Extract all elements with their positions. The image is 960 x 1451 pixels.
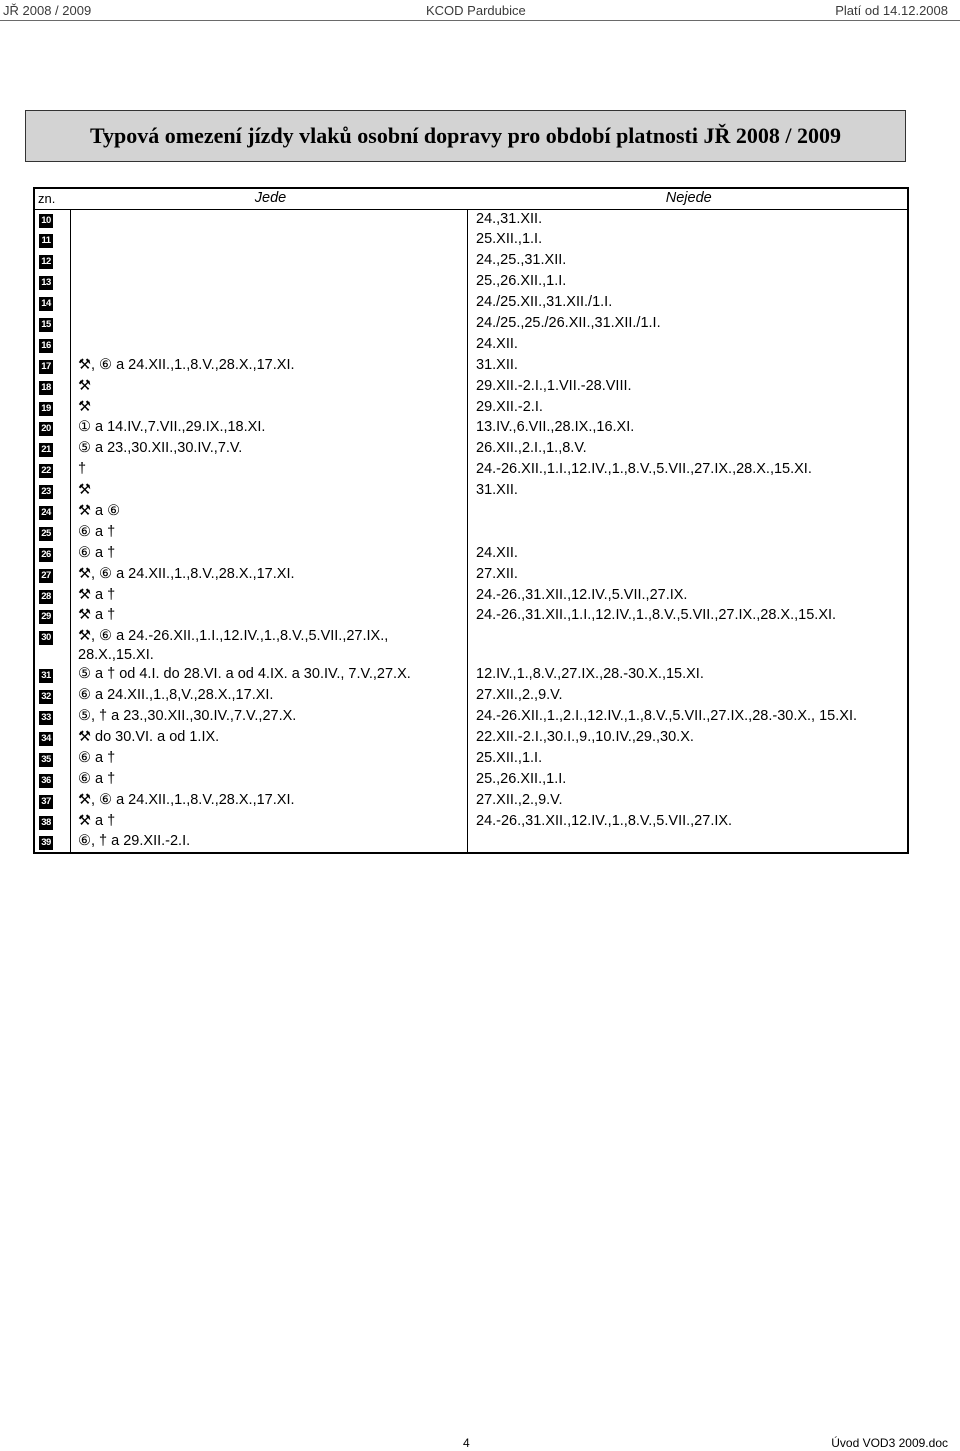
cell-zn <box>34 728 71 749</box>
cell-jede: ⚒ <box>71 481 468 502</box>
restriction-code-badge: 17 <box>39 360 53 374</box>
cell-nejede: 24.,25.,31.XII. <box>476 252 567 269</box>
restriction-code-badge: 39 <box>39 836 53 850</box>
table-row <box>34 728 908 749</box>
cell-zn <box>34 791 71 812</box>
cell-nejede: 27.XII.,2.,9.V. <box>476 791 563 808</box>
restrictions-table <box>33 187 909 854</box>
cell-jede: ⚒, ⑥ a 24.XII.,1.,8.V.,28.X.,17.XI. <box>71 565 468 586</box>
cell-jede: ⑥ a † <box>71 749 468 770</box>
cell-jede: ⚒ a † <box>71 812 468 833</box>
restriction-code-badge: 24 <box>39 506 53 520</box>
cell-zn <box>34 230 71 251</box>
cell-jede <box>71 210 468 231</box>
table-row <box>34 356 908 377</box>
cell-nejede: 24.-26.,31.XII.,1.I.,12.IV.,1.,8.V.,5.VII.,27.IX.,28.X.,15.XI. <box>476 607 837 624</box>
restriction-code-badge: 33 <box>39 711 53 725</box>
cell-zn <box>34 335 71 356</box>
cell-zn <box>34 627 71 665</box>
cell-nejede: 24.-26.,31.XII.,12.IV.,1.,8.V.,5.VII.,27.IX. <box>476 812 733 829</box>
cell-zn <box>34 210 71 231</box>
table-row <box>34 398 908 419</box>
restriction-code-badge: 20 <box>39 422 53 436</box>
cell-zn <box>34 439 71 460</box>
cell-jede: ⚒ do 30.VI. a od 1.IX. <box>71 728 468 749</box>
cell-jede <box>71 272 468 293</box>
table-row <box>34 665 908 686</box>
running-header <box>0 0 960 21</box>
cell-nejede: 24.,31.XII. <box>476 211 543 227</box>
cell-nejede: 29.XII.-2.I. <box>476 398 543 415</box>
cell-nejede: 25.,26.XII.,1.I. <box>476 770 567 787</box>
cell-zn <box>34 398 71 419</box>
table-row <box>34 439 908 460</box>
table-row <box>34 293 908 314</box>
restriction-code-badge: 22 <box>39 464 53 478</box>
cell-zn <box>34 418 71 439</box>
restriction-code-badge: 18 <box>39 381 53 395</box>
cell-nejede <box>468 502 909 523</box>
cell-jede: † <box>71 460 468 481</box>
table-row <box>34 606 908 627</box>
cell-zn <box>34 707 71 728</box>
cell-zn <box>34 460 71 481</box>
cell-nejede: 12.IV.,1.,8.V.,27.IX.,28.-30.X.,15.XI. <box>476 666 704 683</box>
table-row <box>34 335 908 356</box>
cell-jede: ⑥, † a 29.XII.-2.I. <box>71 832 468 853</box>
restriction-code-badge: 29 <box>39 610 53 624</box>
cell-jede: ⚒, ⑥ a 24.-26.XII.,1.I.,12.IV.,1.,8.V.,5.VII.,27.IX., 28.X.,15.XI. <box>71 627 468 665</box>
table-row <box>34 791 908 812</box>
page-title: Typová omezení jízdy vlaků osobní dopravy pro období platnosti JŘ 2008 / 2009 <box>25 110 906 162</box>
table-row <box>34 686 908 707</box>
cell-zn <box>34 565 71 586</box>
cell-zn <box>34 523 71 544</box>
table-row <box>34 502 908 523</box>
header-center: KCOD Pardubice <box>426 3 526 18</box>
cell-zn <box>34 314 71 335</box>
cell-zn <box>34 749 71 770</box>
cell-jede: ⑤, † a 23.,30.XII.,30.IV.,7.V.,27.X. <box>71 707 468 728</box>
cell-jede: ⑥ a † <box>71 544 468 565</box>
cell-jede <box>71 335 468 356</box>
cell-nejede: 24.-26.XII.,1.,2.I.,12.IV.,1.,8.V.,5.VII.,27.IX.,28.-30.X., 15.XI. <box>476 708 858 725</box>
cell-nejede: 31.XII. <box>476 482 518 499</box>
table-row <box>34 770 908 791</box>
restriction-code-badge: 13 <box>39 276 53 290</box>
cell-zn <box>34 481 71 502</box>
cell-jede: ⑥ a † <box>71 770 468 791</box>
cell-nejede: 25.XII.,1.I. <box>476 231 543 248</box>
cell-nejede: 13.IV.,6.VII.,28.IX.,16.XI. <box>476 419 635 436</box>
table-row <box>34 586 908 607</box>
table-row <box>34 460 908 481</box>
cell-zn <box>34 272 71 293</box>
cell-jede: ⑥ a 24.XII.,1.,8,V.,28.X.,17.XI. <box>71 686 468 707</box>
restriction-code-badge: 28 <box>39 590 53 604</box>
cell-zn <box>34 586 71 607</box>
restriction-code-badge: 32 <box>39 690 53 704</box>
restriction-code-badge: 11 <box>39 234 53 248</box>
cell-nejede <box>468 627 909 665</box>
cell-nejede: 29.XII.-2.I.,1.VII.-28.VIII. <box>476 377 632 394</box>
cell-nejede <box>468 832 909 853</box>
table-row <box>34 812 908 833</box>
cell-nejede: 27.XII. <box>476 565 518 582</box>
cell-nejede: 26.XII.,2.I.,1.,8.V. <box>476 440 587 457</box>
table-header-row <box>34 188 908 210</box>
cell-zn <box>34 502 71 523</box>
cell-zn <box>34 812 71 833</box>
restriction-code-badge: 27 <box>39 569 53 583</box>
cell-nejede: 24.XII. <box>476 544 518 561</box>
cell-jede: ⚒, ⑥ a 24.XII.,1.,8.V.,28.X.,17.XI. <box>71 791 468 812</box>
cell-nejede <box>468 523 909 544</box>
cell-zn <box>34 293 71 314</box>
cell-jede: ⚒ <box>71 398 468 419</box>
table-row <box>34 544 908 565</box>
cell-nejede: 25.XII.,1.I. <box>476 749 543 766</box>
column-header-nejede: Nejede <box>468 188 909 210</box>
table-row <box>34 627 908 665</box>
restriction-code-badge: 34 <box>39 732 53 746</box>
column-header-zn: zn. <box>34 188 71 210</box>
cell-nejede: 25.,26.XII.,1.I. <box>476 273 567 290</box>
table-body <box>34 210 908 854</box>
table-row <box>34 481 908 502</box>
table-row <box>34 418 908 439</box>
table-row <box>34 230 908 251</box>
table-row <box>34 707 908 728</box>
cell-zn <box>34 251 71 272</box>
table-row <box>34 565 908 586</box>
cell-zn <box>34 686 71 707</box>
restriction-code-badge: 12 <box>39 255 53 269</box>
cell-zn <box>34 606 71 627</box>
table-row <box>34 523 908 544</box>
table-row <box>34 272 908 293</box>
restriction-code-badge: 26 <box>39 548 53 562</box>
cell-nejede: 22.XII.-2.I.,30.I.,9.,10.IV.,29.,30.X. <box>476 728 694 745</box>
cell-nejede: 24./25.XII.,31.XII./1.I. <box>476 294 613 311</box>
cell-jede <box>71 230 468 251</box>
cell-jede: ⚒ a † <box>71 606 468 627</box>
restriction-code-badge: 25 <box>39 527 53 541</box>
cell-jede <box>71 314 468 335</box>
cell-jede: ① a 14.IV.,7.VII.,29.IX.,18.XI. <box>71 418 468 439</box>
table-row <box>34 314 908 335</box>
cell-nejede: 24./25.,25./26.XII.,31.XII./1.I. <box>476 314 661 331</box>
restriction-code-badge: 21 <box>39 443 53 457</box>
restriction-code-badge: 38 <box>39 816 53 830</box>
cell-nejede: 27.XII.,2.,9.V. <box>476 687 563 704</box>
table-row <box>34 377 908 398</box>
cell-zn <box>34 356 71 377</box>
restriction-code-badge: 37 <box>39 795 53 809</box>
cell-nejede: 31.XII. <box>476 356 518 373</box>
cell-nejede: 24.-26.XII.,1.I.,12.IV.,1.,8.V.,5.VII.,27.IX.,28.X.,15.XI. <box>476 461 812 478</box>
cell-zn <box>34 832 71 853</box>
header-left: JŘ 2008 / 2009 <box>3 3 92 18</box>
table-row <box>34 749 908 770</box>
cell-jede: ⚒ a ⑥ <box>71 502 468 523</box>
page-number: 4 <box>463 1436 470 1450</box>
cell-jede: ⑤ a 23.,30.XII.,30.IV.,7.V. <box>71 439 468 460</box>
column-header-jede: Jede <box>71 188 468 210</box>
restriction-code-badge: 16 <box>39 339 53 353</box>
table-row <box>34 251 908 272</box>
cell-jede: ⚒, ⑥ a 24.XII.,1.,8.V.,28.X.,17.XI. <box>71 356 468 377</box>
restriction-code-badge: 15 <box>39 318 53 332</box>
cell-nejede: 24.XII. <box>476 335 518 352</box>
cell-zn <box>34 377 71 398</box>
header-right: Platí od 14.12.2008 <box>835 3 948 18</box>
cell-zn <box>34 770 71 791</box>
table-row <box>34 832 908 853</box>
document-name: Úvod VOD3 2009.doc <box>831 1436 948 1450</box>
restriction-code-badge: 23 <box>39 485 53 499</box>
restriction-code-badge: 30 <box>39 631 53 645</box>
restriction-code-badge: 19 <box>39 402 53 416</box>
cell-jede: ⚒ a † <box>71 586 468 607</box>
cell-nejede: 24.-26.,31.XII.,12.IV.,5.VII.,27.IX. <box>476 586 688 603</box>
restriction-code-badge: 31 <box>39 669 53 683</box>
cell-zn <box>34 665 71 686</box>
restriction-code-badge: 36 <box>39 774 53 788</box>
cell-zn <box>34 544 71 565</box>
restriction-code-badge: 35 <box>39 753 53 767</box>
restriction-code-badge: 10 <box>39 214 53 228</box>
cell-jede: ⑤ a † od 4.I. do 28.VI. a od 4.IX. a 30.IV., 7.V.,27.X. <box>71 665 468 686</box>
cell-jede: ⚒ <box>71 377 468 398</box>
cell-jede <box>71 293 468 314</box>
cell-jede <box>71 251 468 272</box>
table-row <box>34 210 908 231</box>
cell-jede: ⑥ a † <box>71 523 468 544</box>
restriction-code-badge: 14 <box>39 297 53 311</box>
